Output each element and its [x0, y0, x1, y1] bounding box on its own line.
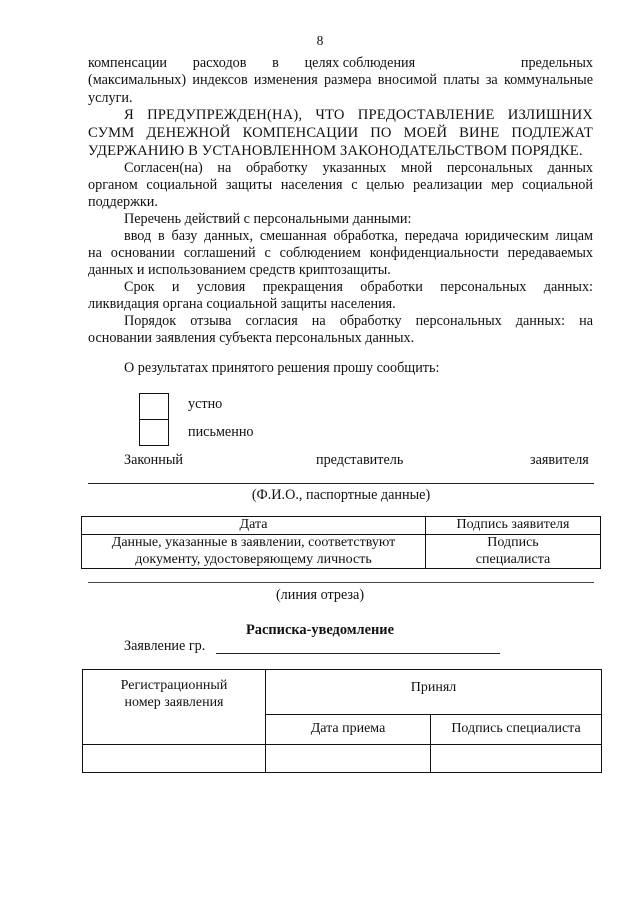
consent-line2: органом социальной защиты населения с целью реализации мер социальной: [88, 177, 593, 193]
accepted-header: Принял: [266, 670, 602, 715]
statement-label: Заявление гр.: [124, 638, 206, 654]
representative-word2: представитель: [316, 452, 404, 468]
revoke-line2: основании заявления субъекта персональных данных.: [88, 330, 415, 346]
warning-line3: УДЕРЖАНИЮ В УСТАНОВЛЕННОМ ЗАКОНОДАТЕЛЬСТВОМ ПОРЯДКЕ.: [88, 143, 583, 159]
paragraph-compensation-line2: (максимальных) индексов изменения размера вносимой платы за коммунальные: [88, 72, 593, 88]
table1-specialist-signature-cell: [426, 535, 601, 569]
reg-number-cell[interactable]: [83, 745, 266, 773]
cell-line: номер заявления: [124, 694, 224, 710]
option-written-label: письменно: [188, 424, 254, 440]
table1-date-header: Дата: [82, 517, 426, 535]
notify-prompt: О результатах принятого решения прошу сообщить:: [124, 360, 440, 376]
warning-line2: СУММ ДЕНЕЖНОЙ КОМПЕНСАЦИИ ПО МОЕЙ ВИНЕ ПОДЛЕЖАТ: [88, 125, 593, 141]
actions-line2: на основании соглашений с соблюдением конфиденциальности передаваемых: [88, 245, 593, 261]
reg-number-header: [83, 670, 266, 745]
date-header: Дата приема: [266, 715, 431, 745]
option-oral-label: устно: [188, 396, 223, 412]
terms-line1: Срок и условия прекращения обработки персональных данных:: [124, 279, 593, 295]
cut-line-label: (линия отреза): [275, 587, 365, 603]
cell-line: специалиста: [475, 551, 551, 567]
cut-line: [88, 582, 594, 583]
cell-line: Данные, указанные в заявлении, соответствуют: [111, 535, 396, 550]
cell-line: Регистрационный: [120, 678, 228, 693]
table1-data-verified-cell: [82, 535, 426, 569]
paragraph-compensation-line1: [88, 55, 593, 72]
word: предельных: [520, 55, 593, 71]
receipt-title: Расписка-уведомление: [245, 622, 394, 638]
signature-cell[interactable]: [431, 745, 602, 773]
revoke-line1: Порядок отзыва согласия на обработку персональных данных: на: [124, 313, 593, 329]
date-cell[interactable]: [266, 745, 431, 773]
cell-line: документу, удостоверяющему личность: [135, 551, 372, 567]
actions-title: Перечень действий с персональными данными:: [124, 211, 412, 227]
cell-line: Подпись: [487, 535, 539, 550]
actions-line3: данных и использованием средств криптозащиты.: [88, 262, 391, 278]
consent-line3: поддержки.: [88, 194, 158, 210]
page-number: 8: [316, 33, 324, 48]
specialist-signature-header: Подпись специалиста: [431, 715, 602, 745]
consent-line1: Согласен(на) на обработку указанных мной персональных данных: [124, 160, 593, 176]
terms-line2: ликвидация органа социальной защиты населения.: [88, 296, 396, 312]
word: расходов: [192, 55, 247, 71]
representative-word3: заявителя: [530, 452, 589, 468]
receipt-table: [82, 669, 602, 773]
word: в: [272, 55, 279, 71]
statement-fill-line[interactable]: [216, 653, 500, 654]
verification-table: [81, 516, 601, 569]
representative-caption: (Ф.И.О., паспортные данные): [251, 487, 431, 503]
representative-word1: Законный: [124, 452, 183, 468]
warning-line1: Я ПРЕДУПРЕЖДЕН(НА), ЧТО ПРЕДОСТАВЛЕНИЕ ИЗЛИШНИХ: [124, 107, 593, 123]
table1-applicant-signature-header: Подпись заявителя: [426, 517, 601, 535]
word: компенсации: [88, 55, 168, 71]
paragraph-compensation-line3: услуги.: [88, 90, 133, 106]
checkbox-oral[interactable]: [139, 393, 169, 420]
word: целях соблюдения: [304, 55, 416, 71]
checkbox-written[interactable]: [139, 419, 169, 446]
representative-fill-line[interactable]: [88, 483, 594, 484]
actions-line1: ввод в базу данных, смешанная обработка, передача юридическим лицам: [124, 228, 593, 244]
